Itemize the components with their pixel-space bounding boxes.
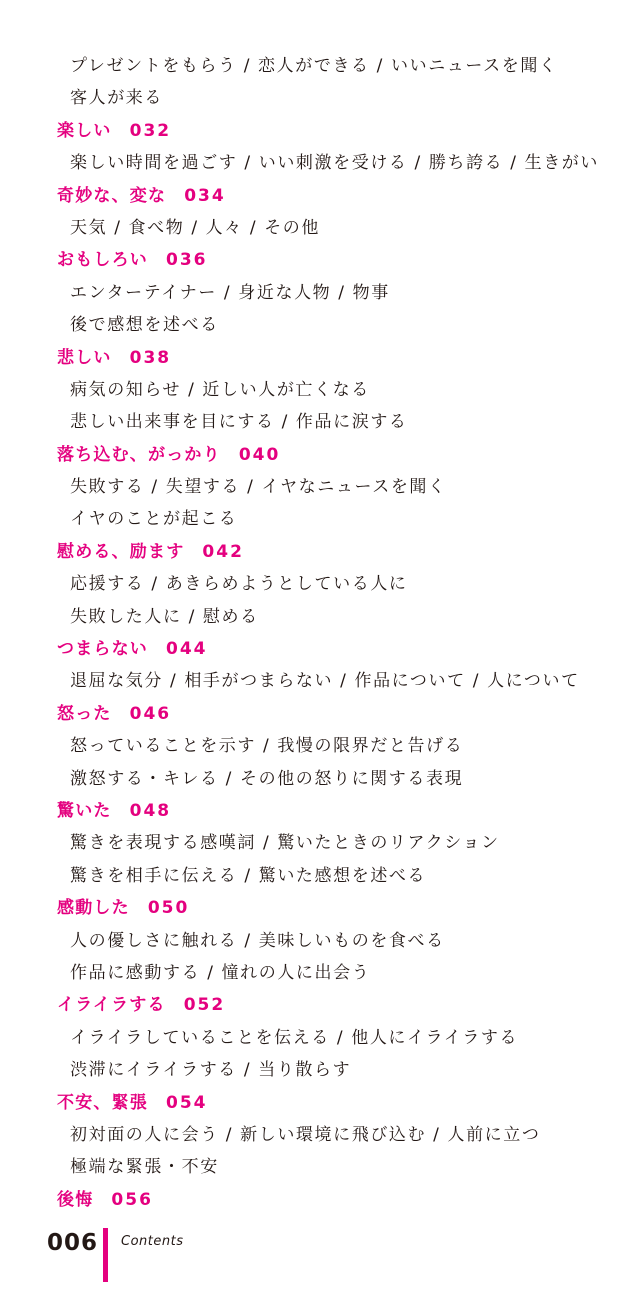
- toc-entry: 天気 / 食べ物 / 人々 / その他: [70, 217, 321, 238]
- toc-entry: 悲しい出来事を目にする / 作品に涙する: [70, 412, 408, 433]
- toc-section-page: 036: [166, 250, 208, 271]
- toc-section-heading: [0, 1184, 637, 1216]
- toc-section-page: 056: [111, 1189, 153, 1210]
- toc-section-heading: [0, 115, 637, 147]
- toc-entry: 楽しい時間を過ごす / いい刺激を受ける / 勝ち誇る / 生きがい: [70, 153, 600, 174]
- toc-section-title: 怒った: [57, 703, 112, 724]
- toc-section-title: 不安、緊張: [57, 1092, 148, 1113]
- toc-section-heading: [0, 244, 637, 276]
- toc-entry: 渋滞にイライラする / 当り散らす: [70, 1060, 352, 1081]
- toc-entry: 極端な緊張・不安: [70, 1157, 219, 1178]
- table-of-contents: [0, 50, 637, 1216]
- toc-section-heading: [0, 439, 637, 471]
- toc-section-page: 038: [129, 347, 172, 368]
- toc-section-heading: [0, 1087, 637, 1119]
- toc-section-heading: [0, 180, 637, 212]
- toc-entry: 退屈な気分 / 相手がつまらない / 作品について / 人について: [70, 671, 580, 692]
- toc-section-page: 040: [238, 444, 281, 465]
- toc-entry: 失敗する / 失望する / イヤなニュースを聞く: [70, 477, 447, 498]
- toc-section-heading: [0, 989, 637, 1021]
- toc-entry: 失敗した人に / 慰める: [70, 606, 259, 627]
- toc-section-page: 046: [129, 703, 172, 724]
- toc-section-heading: [0, 892, 637, 924]
- toc-section-title: 奇妙な、変な: [57, 185, 167, 206]
- toc-entry: 激怒する・キレる / その他の怒りに関する表現: [70, 768, 464, 789]
- toc-section-page: 048: [129, 800, 172, 821]
- toc-section-title: 落ち込む、がっかり: [57, 444, 221, 465]
- toc-section-heading: [0, 633, 637, 665]
- toc-entry: イヤのことが起こる: [70, 509, 238, 530]
- toc-section-page: 050: [147, 898, 190, 919]
- toc-section-title: おもしろい: [57, 250, 148, 271]
- toc-entry: 後で感想を述べる: [70, 315, 219, 336]
- footer-accent-bar: [103, 1228, 108, 1282]
- toc-entry: 怒っていることを示す / 我慢の限界だと告げる: [70, 736, 464, 757]
- page-number: 006: [47, 1230, 99, 1256]
- toc-section-page: 054: [166, 1092, 208, 1113]
- toc-section-title: 驚いた: [57, 800, 112, 821]
- toc-section-title: つまらない: [57, 639, 148, 660]
- toc-section-title: イライラする: [57, 995, 166, 1016]
- toc-section-page: 032: [129, 120, 172, 141]
- toc-entry: 驚きを表現する感嘆詞 / 驚いたときのリアクション: [70, 833, 500, 854]
- footer-section-label: Contents: [121, 1234, 184, 1249]
- toc-section-heading: [0, 795, 637, 827]
- toc-section-heading: [0, 342, 637, 374]
- toc-section-title: 後悔: [57, 1189, 94, 1210]
- toc-entry: 病気の知らせ / 近しい人が亡くなる: [70, 379, 370, 400]
- toc-entry: 初対面の人に会う / 新しい環境に飛び込む / 人前に立つ: [70, 1124, 541, 1145]
- toc-entry: 人の優しさに触れる / 美味しいものを食べる: [70, 930, 445, 951]
- toc-entry: 客人が来る: [70, 88, 163, 109]
- toc-section-page: 052: [183, 995, 226, 1016]
- toc-entry: 応援する / あきらめようとしている人に: [70, 574, 408, 595]
- toc-entry: プレゼントをもらう / 恋人ができる / いいニュースを聞く: [70, 56, 558, 76]
- toc-section-title: 感動した: [57, 898, 130, 919]
- toc-section-title: 楽しい: [57, 120, 112, 141]
- toc-entry: イライラしていることを伝える / 他人にイライラする: [70, 1027, 519, 1048]
- toc-section-heading: [0, 698, 637, 730]
- toc-section-page: 034: [184, 185, 226, 206]
- toc-section-page: 044: [166, 639, 208, 660]
- toc-entry: 驚きを相手に伝える / 驚いた感想を述べる: [70, 865, 427, 886]
- toc-section-heading: [0, 536, 637, 568]
- toc-section-page: 042: [202, 541, 244, 562]
- toc-section-title: 慰める、励ます: [57, 541, 185, 562]
- page-footer: [0, 1222, 637, 1290]
- toc-section-title: 悲しい: [57, 347, 112, 368]
- toc-entry: 作品に感動する / 憧れの人に出会う: [70, 962, 371, 983]
- toc-entry: エンターテイナー / 身近な人物 / 物事: [70, 282, 390, 303]
